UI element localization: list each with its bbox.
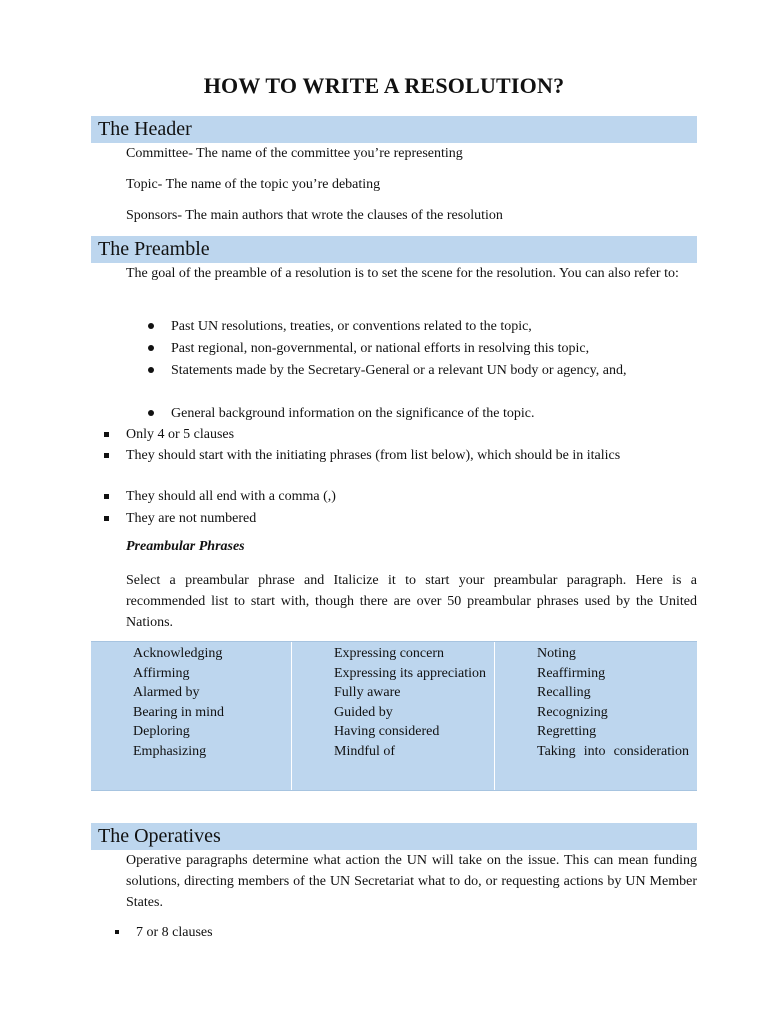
section-heading-header: The Header bbox=[91, 116, 697, 143]
header-topic-line: Topic- The name of the topic you’re debating bbox=[126, 177, 381, 192]
operatives-intro: Operative paragraphs determine what action the UN will take on the issue. This can mean funding solutions, directing members of the UN Secretariat what to do, or requesting actions by UN Member States. bbox=[126, 853, 697, 910]
phrase-cell: Acknowledging bbox=[133, 646, 223, 661]
list-item: They should start with the initiating phrases (from list below), which should be in italics bbox=[126, 448, 621, 463]
page-title: HOW TO WRITE A RESOLUTION? bbox=[203, 73, 565, 98]
phrase-cell: Recalling bbox=[537, 685, 591, 700]
phrase-cell: Deploring bbox=[133, 724, 190, 739]
section-heading-preamble: The Preamble bbox=[91, 236, 697, 263]
list-item: General background information on the significance of the topic. bbox=[171, 406, 535, 421]
preambular-phrases-heading: Preambular Phrases bbox=[126, 539, 245, 554]
phrase-cell: Expressing its appreciation bbox=[334, 665, 486, 681]
phrase-cell: Recognizing bbox=[537, 704, 608, 720]
phrase-cell: Fully aware bbox=[334, 685, 401, 700]
phrase-cell: Reaffirming bbox=[537, 665, 606, 681]
phrase-cell: Having considered bbox=[334, 724, 440, 739]
phrase-cell: Mindful of bbox=[334, 743, 396, 759]
phrase-cell: Noting bbox=[537, 646, 576, 661]
phrase-cell: Affirming bbox=[133, 665, 190, 681]
square-bullet-icon bbox=[115, 930, 119, 934]
phrase-cell: Taking into consideration bbox=[537, 743, 689, 759]
square-bullet-icon bbox=[104, 516, 109, 521]
square-bullet-icon bbox=[104, 494, 109, 499]
phrase-cell: Alarmed by bbox=[133, 685, 200, 700]
list-item: They should all end with a comma (,) bbox=[126, 489, 336, 504]
list-item: Past regional, non-governmental, or national efforts in resolving this topic, bbox=[171, 341, 590, 356]
phrases-column-3 bbox=[494, 642, 697, 790]
preambular-phrases-intro: Select a preambular phrase and Italicize it to start your preambular paragraph. Here is a recommended list to start with, though there are over 50 preambular phrases used by the United Nations. bbox=[126, 573, 697, 630]
header-sponsors-line: Sponsors- The main authors that wrote the clauses of the resolution bbox=[126, 208, 503, 223]
header-committee-line: Committee- The name of the committee you’re representing bbox=[126, 146, 463, 161]
list-item: Past UN resolutions, treaties, or conventions related to the topic, bbox=[171, 319, 532, 334]
round-bullet-icon bbox=[148, 410, 154, 416]
square-bullet-icon bbox=[104, 453, 109, 458]
phrases-column-1 bbox=[91, 642, 291, 790]
list-item: They are not numbered bbox=[126, 511, 257, 526]
phrase-cell: Regretting bbox=[537, 724, 597, 739]
phrases-column-2 bbox=[291, 642, 494, 790]
section-heading-operatives: The Operatives bbox=[91, 823, 697, 850]
list-item: Statements made by the Secretary-General or a relevant UN body or agency, and, bbox=[171, 363, 627, 378]
list-item: 7 or 8 clauses bbox=[136, 925, 213, 940]
phrase-cell: Emphasizing bbox=[133, 743, 207, 759]
phrase-cell: Expressing concern bbox=[334, 646, 445, 661]
square-bullet-icon bbox=[104, 432, 109, 437]
list-item: Only 4 or 5 clauses bbox=[126, 427, 235, 442]
phrase-cell: Bearing in mind bbox=[133, 704, 224, 720]
preambular-phrases-table bbox=[91, 641, 697, 791]
round-bullet-icon bbox=[148, 367, 154, 373]
phrase-cell: Guided by bbox=[334, 704, 393, 720]
round-bullet-icon bbox=[148, 323, 154, 329]
preamble-intro: The goal of the preamble of a resolution is to set the scene for the resolution. You can also refer to: bbox=[126, 266, 679, 281]
round-bullet-icon bbox=[148, 345, 154, 351]
